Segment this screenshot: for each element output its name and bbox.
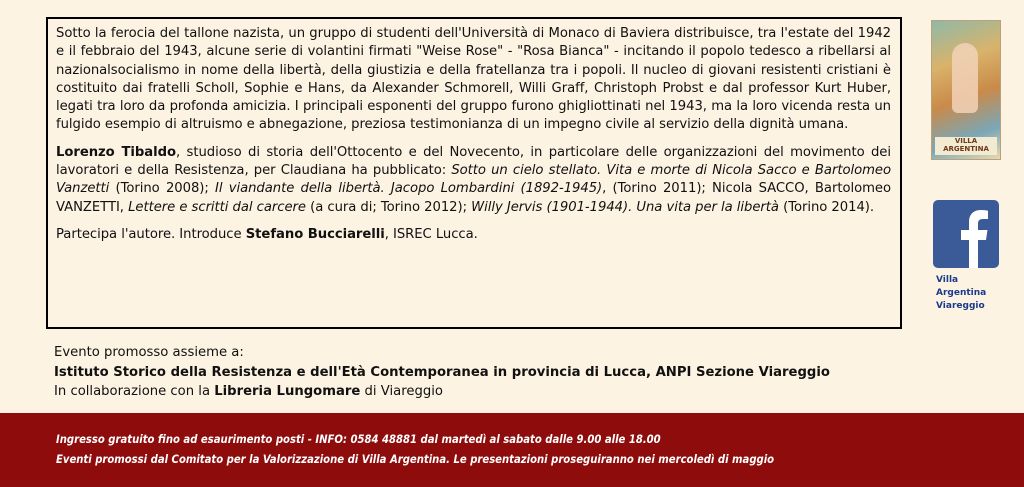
book-title-2: Il viandante della libertà. Jacopo Lombardini (1892-1945) bbox=[215, 181, 603, 197]
collab-prefix: In collaborazione con la bbox=[54, 384, 215, 399]
fb-label-line: Villa bbox=[936, 275, 959, 285]
promotion-section bbox=[54, 343, 934, 402]
facebook-icon[interactable] bbox=[933, 200, 999, 268]
partner-names: Istituto Storico della Resistenza e dell'Età Contemporanea in provincia di Lucca, ANPI Sezione Viareggio bbox=[54, 364, 830, 380]
book-title-1: Sotto un cielo stellato. Vita e morte di Nicola Sacco e Bartolomeo Vanzetti bbox=[56, 163, 891, 197]
book-title-3: Lettere e scritti dal carcere bbox=[128, 199, 306, 215]
book-title-4: Willy Jervis (1901-1944). Una vita per la libertà bbox=[471, 199, 779, 215]
bookstore-name: Libreria Lungomare bbox=[214, 384, 361, 399]
footer-info-line: Ingresso gratuito fino ad esaurimento posti - INFO: 0584 48881 dal martedì al sabato dalle 9.00 alle 18.00 bbox=[56, 433, 661, 446]
villa-argentina-poster-image bbox=[931, 20, 1001, 160]
poster-caption: VILLA ARGENTINA bbox=[935, 137, 997, 155]
book-info-1: (Torino 2008); bbox=[109, 181, 216, 197]
footer-text bbox=[56, 430, 774, 470]
book-info-4: (Torino 2014). bbox=[778, 199, 875, 215]
poster-figure bbox=[952, 43, 978, 113]
promo-collaboration bbox=[54, 382, 934, 402]
book-info-3: (a cura di; Torino 2012); bbox=[305, 199, 472, 215]
author-bio: , studioso di storia dell'Ottocento e del Novecento, in particolare delle organizzazioni del movimento dei lavoratori e della Resistenza, per Claudiana ha pubblicato: bbox=[56, 144, 891, 179]
participation-suffix: , ISREC Lucca. bbox=[384, 226, 478, 242]
event-description-box bbox=[46, 17, 902, 329]
author-name: Lorenzo Tibaldo bbox=[56, 144, 177, 160]
fb-label-line: Argentina bbox=[936, 288, 987, 298]
promo-intro: Evento promosso assieme a: bbox=[54, 345, 244, 360]
collab-suffix: di Viareggio bbox=[360, 384, 443, 399]
history-paragraph: Sotto la ferocia del tallone nazista, un gruppo di studenti dell'Università di Monaco di Baviera distribuisce, tra l'estate del 1942 e il febbraio del 1943, alcune serie di volantini firmati "Weise Rose" - "Rosa Bianca" - incitando il popolo tedesco a ribellarsi al nazionalsocialismo in nome della libertà, della giustizia e della fratellanza tra i popoli. Il nucleo di giovani resistenti cristiani è costituito dai fratelli Scholl, Sophie e Hans, da Alexander Schmorell, Willi Graff, Christoph Probst e dal professor Kurt Huber, legati tra loro da profonda amicizia. I principali esponenti del gruppo furono ghigliottinati nel 1943, ma la loro vicenda resta un fulgido esempio di altruismo e abnegazione, preziosa testimonianza di un impegno civile al servizio della dignità umana. bbox=[56, 26, 891, 133]
fb-label-line: Viareggio bbox=[936, 301, 985, 311]
author-paragraph bbox=[56, 144, 891, 217]
introducer-name: Stefano Bucciarelli bbox=[245, 226, 385, 242]
participation-paragraph bbox=[56, 226, 891, 244]
book-info-2: , (Torino 2011); Nicola SACCO, Bartolomeo VANZETTI, bbox=[56, 181, 891, 215]
footer-events-line: Eventi promossi dal Comitato per la Valorizzazione di Villa Argentina. Le presentazioni proseguiranno nei mercoledì di maggio bbox=[56, 453, 775, 466]
promo-partners bbox=[54, 363, 934, 383]
facebook-page-label[interactable] bbox=[936, 274, 1016, 313]
facebook-f-glyph bbox=[933, 200, 999, 268]
participation-prefix: Partecipa l'autore. Introduce bbox=[56, 226, 246, 242]
